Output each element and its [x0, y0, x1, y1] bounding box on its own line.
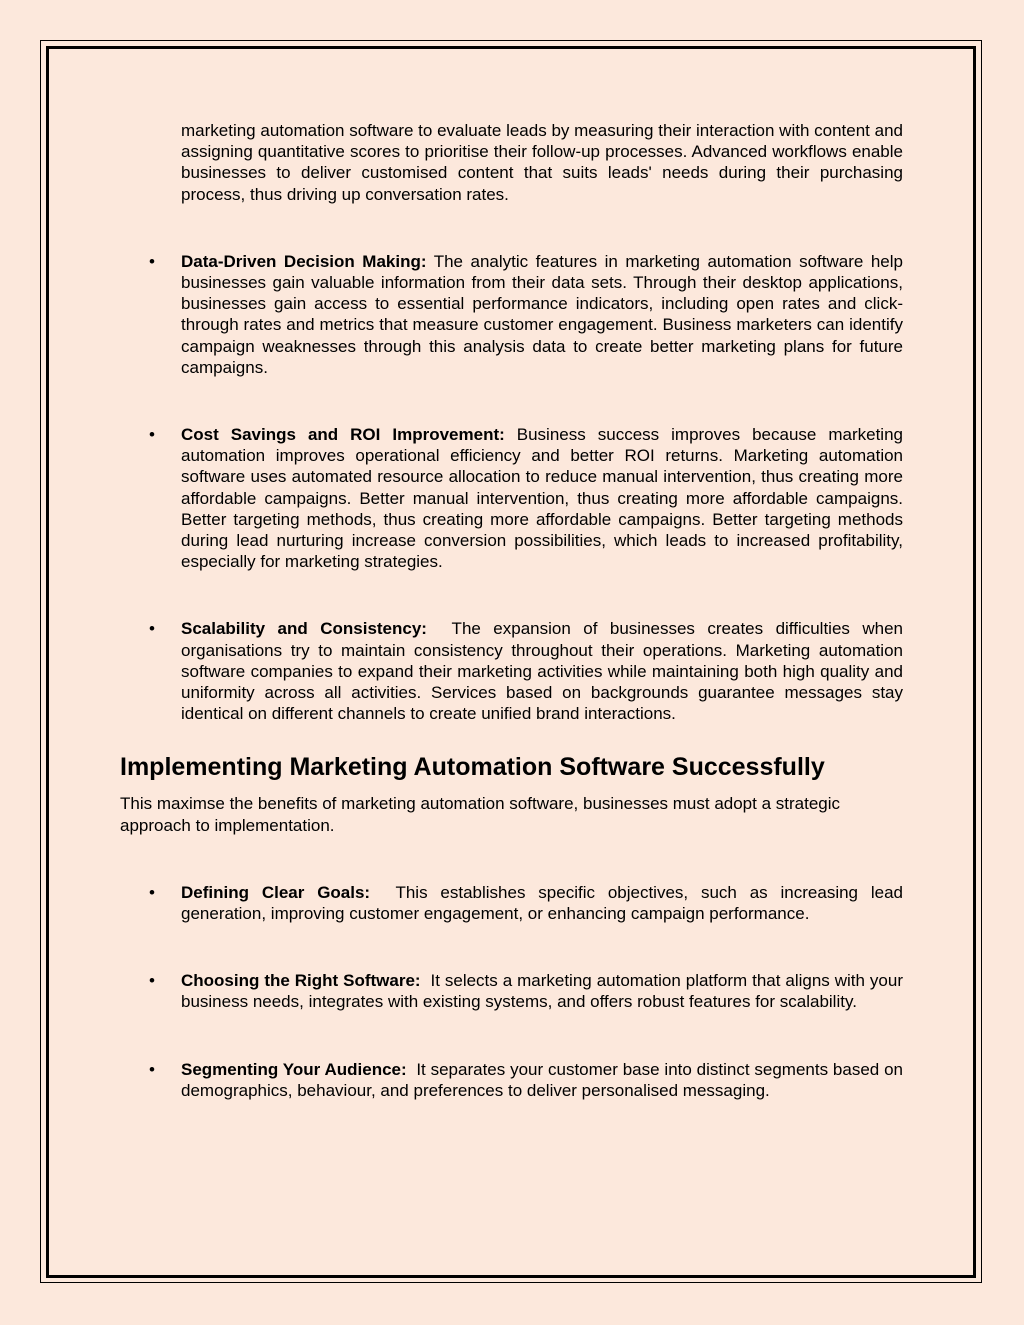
bullet-dot-icon: •	[149, 971, 155, 991]
bullet-title: Choosing the Right Software:	[181, 971, 421, 991]
bullet-defining-goals	[120, 882, 908, 924]
bullet-title: Scalability and Consistency:	[181, 619, 427, 639]
document-body	[120, 120, 908, 1101]
bullet-dot-icon: •	[149, 619, 155, 639]
bullet-cost-savings	[120, 424, 903, 572]
continuation-paragraph: marketing automation software to evaluate leads by measuring their interaction with content and assigning quantitative scores to prioritise their follow-up processes. Advanced workflows enable businesses to deliver customised content that suits leads' needs during their purchasing process, thus driving up conversation rates.	[181, 121, 903, 204]
bullet-text: Business success improves because marketing automation improves operational efficiency and better ROI returns. Marketing automation software uses automated resource allocation to reduce manual intervention, thus creating more affordable campaigns. Better manual intervention, thus creating more affordable campaigns. Better targeting methods, thus creating more affordable campaigns. Better targeting methods during lead nurturing increase conversion possibilities, which leads to increased profitability, especially for marketing strategies.	[181, 425, 903, 572]
bullet-title: Cost Savings and ROI Improvement:	[181, 425, 505, 445]
bullet-text: The expansion of businesses creates difficulties when organisations try to maintain consistency throughout their operations. Marketing automation software companies to expand their marketing activities while maintaining both high quality and uniformity across all activities. Services based on backgrounds guarantee messages stay identical on different channels to create unified brand interactions.	[181, 619, 908, 724]
bullet-title: Defining Clear Goals:	[181, 882, 371, 902]
section-heading: Implementing Marketing Automation Software Successfully	[120, 753, 825, 782]
section-intro: This maximse the benefits of marketing automation software, businesses must adopt a strategic approach to implementation.	[120, 794, 841, 835]
bullet-title: Data-Driven Decision Making:	[181, 251, 427, 271]
bullet-title: Segmenting Your Audience:	[181, 1059, 407, 1079]
bullet-choosing-software	[120, 970, 908, 1012]
bullet-dot-icon: •	[149, 251, 155, 271]
bullet-dot-icon: •	[149, 882, 155, 902]
bullet-data-driven	[120, 251, 903, 378]
bullet-scalability	[120, 618, 908, 724]
bullet-dot-icon: •	[149, 1059, 155, 1079]
bullet-text: It separates your customer base into distinct segments based on demographics, behaviour, and preferences to deliver personalised messaging.	[181, 1059, 908, 1100]
bullet-text: The analytic features in marketing automation software help businesses gain valuable information from their data sets. Through their desktop applications, businesses gain access to essential performance indicators, including open rates and click-through rates and metrics that measure customer engagement. Business marketers can identify campaign weaknesses through this analysis data to create better marketing plans for future campaigns.	[181, 251, 903, 377]
bullet-dot-icon: •	[149, 425, 155, 445]
bullet-segmenting-audience	[120, 1059, 908, 1101]
bullet-text: It selects a marketing automation platform that aligns with your business needs, integrates with existing systems, and offers robust features for scalability.	[181, 971, 908, 1012]
bullet-text: This establishes specific objectives, such as increasing lead generation, improving customer engagement, or enhancing campaign performance.	[181, 882, 908, 924]
